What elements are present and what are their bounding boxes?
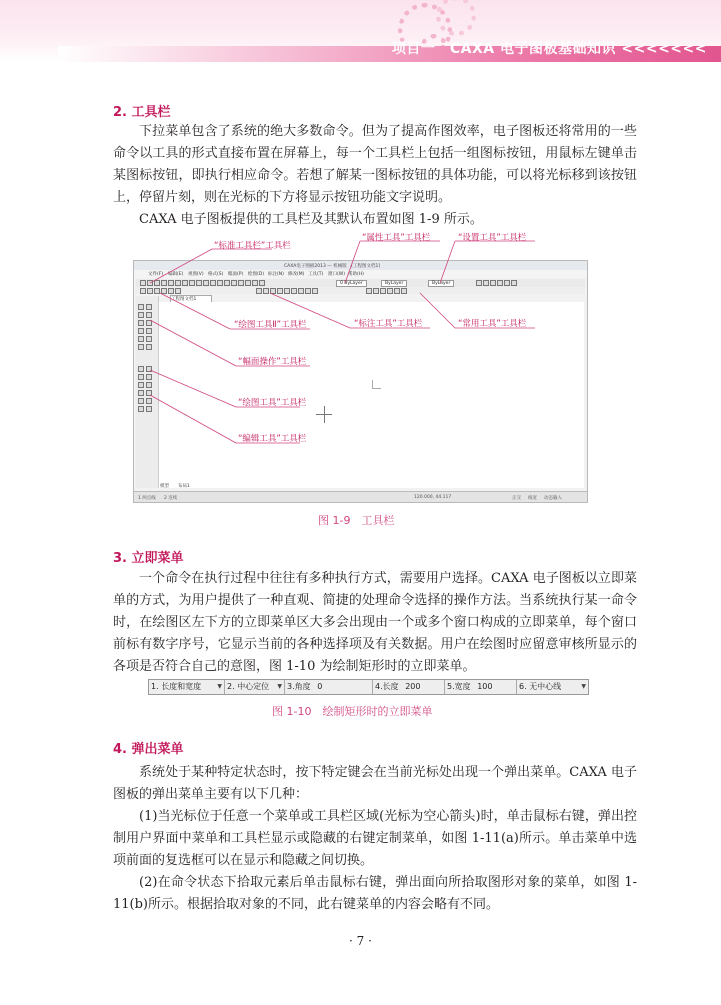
document-tab[interactable]: 工程图文档1 bbox=[170, 295, 212, 303]
section-title: 3. 立即菜单 bbox=[113, 551, 184, 566]
paragraph: 下拉菜单包含了系统的绝大多数命令。但为了提高作图效率，电子图板还将常用的一些命令以工具的形式直接布置在屏幕上，每一个工具栏上包括一组图标按钮，用鼠标左键单击某图标按钮，即执行相应命令。若想了解某一图标按钮的具体功能，可以将光标移到该按钮上，停留片刻，则在光标的下方将显示按钮功能文字说明。 bbox=[113, 124, 637, 205]
callout-sheet: “幅面操作”工具栏 bbox=[238, 357, 307, 367]
chevron-down-icon: ▼ bbox=[581, 683, 586, 690]
section-title: 2. 工具栏 bbox=[113, 105, 171, 120]
status-coords: 120.000, 44.117 bbox=[414, 495, 452, 500]
chevron-down-icon: ▼ bbox=[277, 683, 282, 690]
status-text: 1 两点线 bbox=[138, 496, 156, 501]
paragraph: (1)当光标位于任意一个菜单或工具栏区域(光标为空心箭头)时，单击鼠标右键，弹出控制用户界面中菜单和工具栏显示或隐藏的右键定制菜单，如图 1-11(a)所示。单击菜单中选项前面的复选框可以在显示和隐藏之间切换。 bbox=[113, 809, 637, 868]
immediate-menu-item[interactable]: 4.长度 200 bbox=[373, 680, 445, 694]
figure-caption: 图 1-10 绘制矩形时的立即菜单 bbox=[272, 705, 433, 718]
model-tab[interactable]: 模型 bbox=[160, 484, 169, 489]
immediate-menu-item[interactable]: 5.宽度 100 bbox=[445, 680, 517, 694]
immediate-menu-item[interactable]: 1. 长度和宽度 ▼ bbox=[149, 680, 225, 694]
status-toggle[interactable]: 动态输入 bbox=[544, 496, 562, 501]
menu-item: 修改(M) bbox=[288, 272, 305, 277]
menu-item: 标注(N) bbox=[268, 272, 284, 277]
section-title: 4. 弹出菜单 bbox=[113, 742, 184, 757]
callout-property: “属性工具”工具栏 bbox=[362, 233, 431, 243]
immediate-menu-item[interactable]: 3.角度 0 bbox=[285, 680, 373, 694]
callout-settings: “设置工具”工具栏 bbox=[458, 233, 527, 243]
chapter-title: 项目一 CAXA 电子图板基础知识 <<<<<<< bbox=[391, 41, 707, 57]
callout-standard: “标准工具栏”工具栏 bbox=[214, 241, 291, 251]
immediate-menu-item[interactable]: 2. 中心定位 ▼ bbox=[225, 680, 285, 694]
window-title: CAXA电子图板2013 — 机械版 [工程图文档1] bbox=[284, 264, 381, 269]
immediate-menu bbox=[148, 679, 589, 695]
menu-item: 文件(F) bbox=[148, 272, 164, 277]
status-toggle[interactable]: 线宽 bbox=[528, 496, 537, 501]
page-number: · 7 · bbox=[349, 934, 372, 948]
figure-caption: 图 1-9 工具栏 bbox=[318, 514, 395, 527]
menu-item: 工具(T) bbox=[308, 272, 324, 277]
paragraph: (2)在命令状态下拾取元素后单击鼠标右键，弹出面向所拾取图形对象的菜单，如图 1-11(b)所示。根据拾取对象的不同，此右键菜单的内容会略有不同。 bbox=[113, 875, 637, 912]
menu-item: 视图(V) bbox=[188, 272, 204, 277]
menu-item: 帮助(H) bbox=[348, 272, 364, 277]
layout-tab[interactable]: 布局1 bbox=[178, 484, 190, 489]
immediate-menu-item[interactable]: 6. 无中心线 ▼ bbox=[517, 680, 588, 694]
status-toggle[interactable]: 正交 bbox=[512, 496, 521, 501]
status-text: 2 连续 bbox=[164, 496, 178, 501]
callout-edit: “编辑工具”工具栏 bbox=[238, 434, 307, 444]
menu-item: 绘图(D) bbox=[248, 272, 264, 277]
menu-item: 幅面(P) bbox=[228, 272, 244, 277]
paragraph: 一个命令在执行过程中往往有多种执行方式，需要用户选择。CAXA 电子图板以立即菜单的方式，为用户提供了一种直观、简捷的处理命令选择的操作方法。当系统执行某一命令时，在绘图区左下方的立即菜单区大多会出现由一个或多个窗口构成的立即菜单，每个窗口前标有数字序号，它显示当前的各种选择项及有关数据。用户在绘图时应留意审核所显示的各项是否符合自己的意图，图 1-10 为绘制矩形时的立即菜单。 bbox=[113, 571, 637, 674]
chevron-down-icon: ▼ bbox=[217, 683, 222, 690]
paragraph: 系统处于某种特定状态时，按下特定键会在当前光标处出现一个弹出菜单。CAXA 电子图板的弹出菜单主要有以下几种： bbox=[113, 765, 637, 802]
layer-select[interactable]: 0 ByLayer bbox=[336, 280, 367, 287]
callout-draw: “绘图工具”工具栏 bbox=[238, 398, 307, 408]
paragraph: CAXA 电子图板提供的工具栏及其默认布置如图 1-9 所示。 bbox=[139, 212, 483, 227]
linetype-select[interactable]: ByLayer bbox=[381, 280, 407, 287]
menu-item: 编辑(E) bbox=[168, 272, 184, 277]
callout-dimension: “标注工具”工具栏 bbox=[354, 319, 423, 329]
menu-item: 格式(S) bbox=[208, 272, 224, 277]
callout-draw-tool-2: “绘图工具Ⅱ”工具栏 bbox=[234, 320, 307, 330]
callout-common: “常用工具”工具栏 bbox=[458, 319, 527, 329]
menu-item: 窗口(W) bbox=[328, 272, 345, 277]
color-select[interactable]: ByLayer bbox=[428, 280, 454, 287]
